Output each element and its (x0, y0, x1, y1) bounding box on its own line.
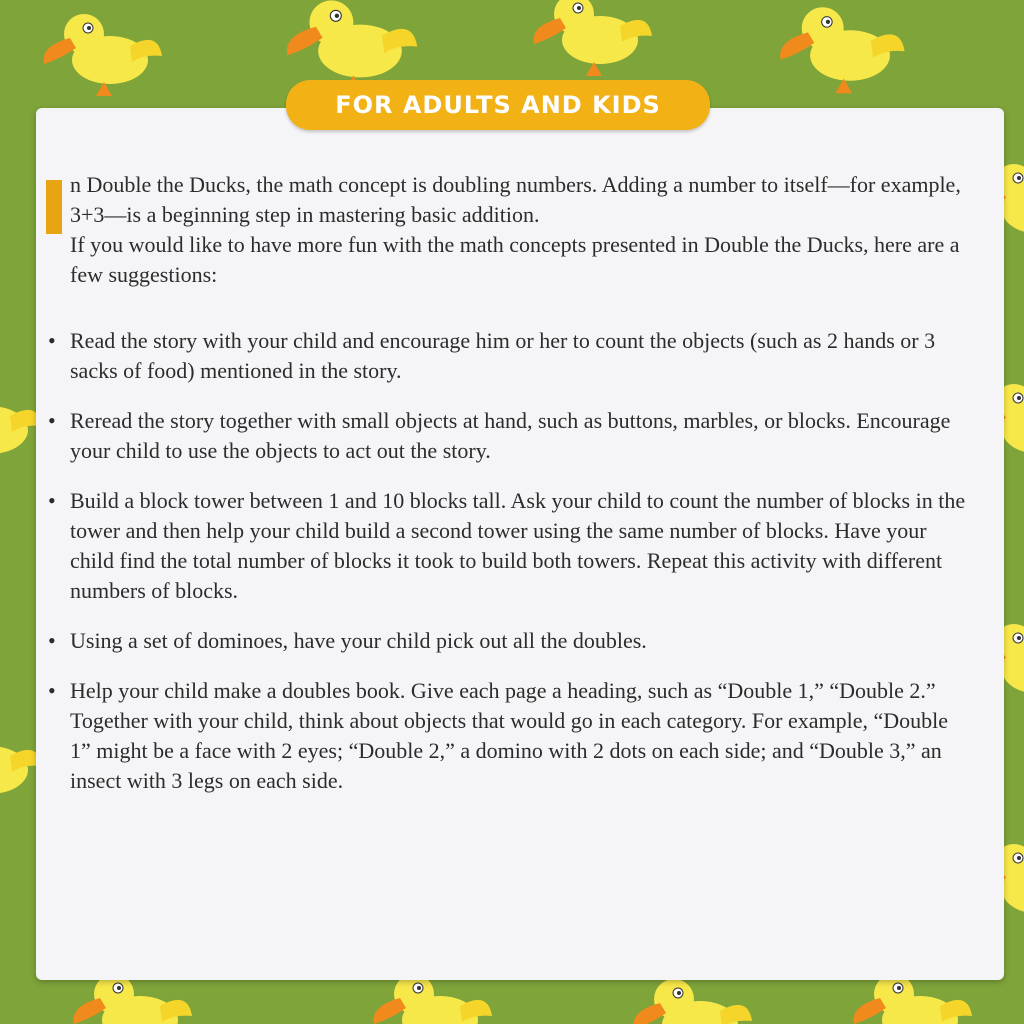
banner-title: FOR ADULTS AND KIDS (335, 91, 661, 119)
section-banner (286, 80, 710, 130)
duck-illustration (374, 974, 492, 1024)
intro-line-1: n Double the Ducks, the math concept is doubling numbers. Adding a number to itself—for example, 3+3—is a beginning step in mastering basic addition. (70, 172, 961, 227)
list-item: • Using a set of dominoes, have your child pick out all the doubles. (46, 626, 966, 656)
duck-illustration (287, 0, 417, 90)
duck-illustration (854, 974, 972, 1024)
intro-paragraph (46, 170, 966, 290)
dropcap-bar (46, 180, 62, 234)
list-item: • Help your child make a doubles book. Give each page a heading, such as “Double 1,” “Double 2.” Together with your child, think about objects that would go in each category. For example, “Double 1” might be a face with 2 eyes; “Double 2,” a domino with 2 dots on each side; and “Double 3,” an insect with 3 legs on each side. (46, 676, 966, 796)
intro-line-2: If you would like to have more fun with the math concepts presented in Double the Ducks, here are a few suggestions: (70, 232, 960, 287)
duck-illustration (634, 979, 752, 1024)
list-item: • Read the story with your child and encourage him or her to count the objects (such as 2 hands or 3 sacks of food) mentioned in the story. (46, 326, 966, 386)
suggestions-list (46, 326, 966, 796)
duck-illustration (780, 7, 904, 93)
duck-illustration (44, 14, 162, 96)
list-item: • Build a block tower between 1 and 10 blocks tall. Ask your child to count the number of blocks in the tower and then help your child build a second tower using the same number of blocks. Have your child find the total number of blocks it took to build both towers. Repeat this activity with different numbers of blocks. (46, 486, 966, 606)
list-item: • Reread the story together with small objects at hand, such as buttons, marbles, or blocks. Encourage your child to use the objects to act out the story. (46, 406, 966, 466)
duck-illustration (74, 974, 192, 1024)
page-body (46, 170, 966, 816)
duck-illustration (534, 0, 652, 76)
